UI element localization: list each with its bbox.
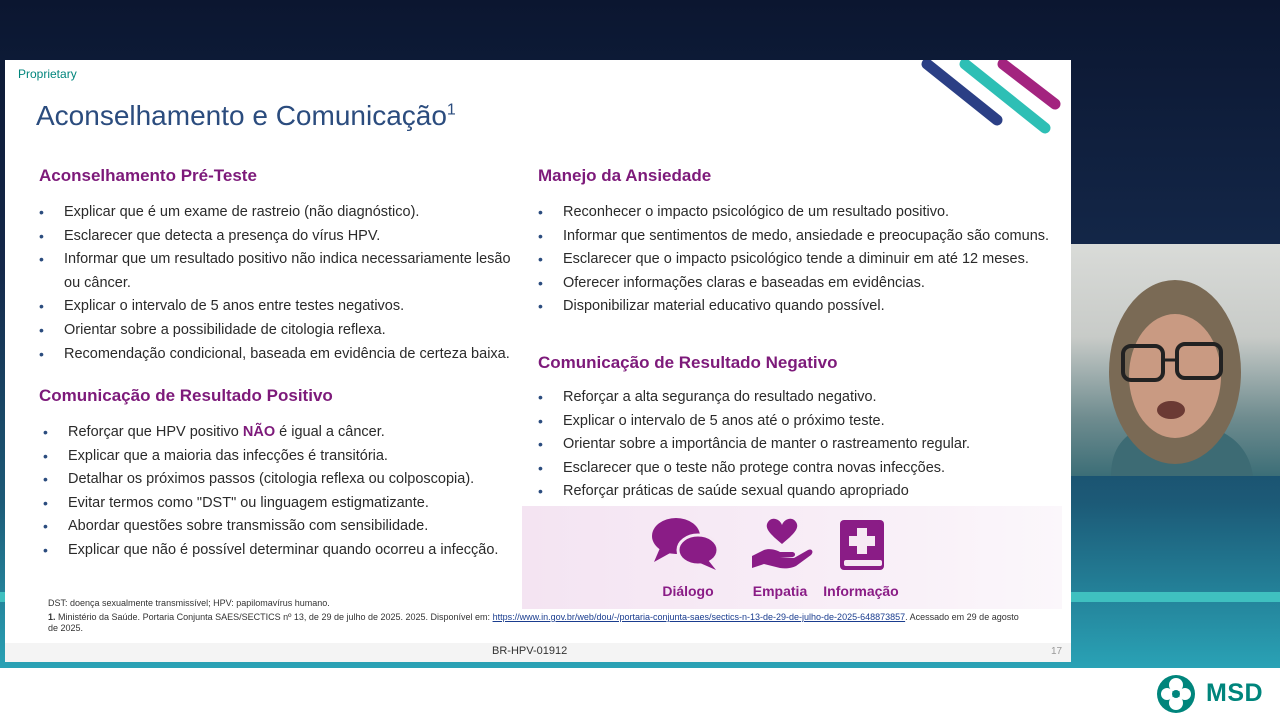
list-item: • Esclarecer que o teste não protege contra novas infecções.	[538, 457, 1063, 481]
list-item: • Recomendação condicional, baseada em evidência de certeza baixa.	[39, 343, 519, 367]
slide-title	[36, 100, 456, 132]
list-item: • Evitar termos como "DST" ou linguagem estigmatizante.	[43, 492, 523, 516]
msd-logo-text: MSD	[1206, 679, 1264, 707]
slide-code: BR-HPV-01912	[492, 645, 568, 657]
list-item: • Explicar que é um exame de rastreio (não diagnóstico).	[39, 201, 519, 225]
list-item: • Explicar o intervalo de 5 anos até o próximo teste.	[538, 410, 1063, 434]
list-item: • Orientar sobre a possibilidade de citologia reflexa.	[39, 319, 519, 343]
footnote-reference: 1. Ministério da Saúde. Portaria Conjunta SAES/SECTICS nº 13, de 29 de julho de 2025. 2025. Disponível em: https://www.in.gov.br/web/dou/-/portaria-conjunta-saes/sectics-n-13-de-29-de-julho-de-2025-648873857. Acessado em 29 de agosto de 2025.	[48, 612, 1019, 633]
footnote-abbreviations: DST: doença sexualmente transmissível; HPV: papilomavírus humano.	[48, 598, 330, 608]
list-item: • Disponibilizar material educativo quando possível.	[538, 295, 1063, 319]
list-item: • Orientar sobre a importância de manter o rastreamento regular.	[538, 433, 1063, 457]
slide-title-text: Aconselhamento e Comunicação	[36, 100, 447, 131]
list-ansiedade	[538, 201, 1063, 319]
list-item: • Reforçar práticas de saúde sexual quando apropriado	[538, 480, 1063, 504]
list-item: • Esclarecer que o impacto psicológico tende a diminuir em até 12 meses.	[538, 248, 1063, 272]
heading-negativo: Comunicação de Resultado Negativo	[538, 353, 838, 372]
bottom-bar	[0, 668, 1280, 720]
list-item: • Reforçar que HPV positivo NÃO é igual a câncer.	[43, 421, 523, 445]
list-item: • Reconhecer o impacto psicológico de um resultado positivo.	[538, 201, 1063, 225]
heading-ansiedade: Manejo da Ansiedade	[538, 166, 712, 185]
webcam-video	[1071, 244, 1280, 476]
list-item: • Esclarecer que detecta a presença do vírus HPV.	[39, 225, 519, 249]
list-item: • Explicar que a maioria das infecções é transitória.	[43, 445, 523, 469]
page-number: 17	[1051, 646, 1063, 657]
proprietary-label: Proprietary	[18, 67, 77, 81]
teal-accent-strip	[1070, 592, 1280, 602]
heading-positivo: Comunicação de Resultado Positivo	[39, 386, 333, 405]
list-item: • Informar que sentimentos de medo, ansiedade e preocupação são comuns.	[538, 225, 1063, 249]
chat-bubbles-icon	[650, 516, 720, 572]
list-item: • Explicar o intervalo de 5 anos entre testes negativos.	[39, 295, 519, 319]
decorative-stripes	[905, 60, 1071, 150]
icon-panel	[522, 506, 1062, 609]
label-empatia: Empatia	[752, 583, 808, 599]
highlight-nao: NÃO	[242, 424, 276, 440]
list-item: • Explicar que não é possível determinar quando ocorreu a infecção.	[43, 539, 523, 563]
heart-hand-icon	[750, 516, 814, 572]
list-item: • Oferecer informações claras e baseadas em evidências.	[538, 272, 1063, 296]
list-item: • Informar que um resultado positivo não indica necessariamente lesão ou câncer.	[39, 248, 519, 295]
list-pre-teste	[39, 201, 519, 366]
list-negativo	[538, 386, 1063, 504]
reference-link[interactable]: https://www.in.gov.br/web/dou/-/portaria-conjunta-saes/sectics-n-13-de-29-de-julho-de-2025-648873857	[492, 612, 906, 622]
speaker-silhouette	[1071, 244, 1280, 476]
label-dialogo: Diálogo	[662, 583, 714, 599]
slide-footer	[5, 643, 1071, 662]
medical-book-icon	[838, 518, 888, 572]
list-positivo	[43, 421, 523, 563]
list-item: • Detalhar os próximos passos (citologia reflexa ou colposcopia).	[43, 468, 523, 492]
list-item: • Reforçar a alta segurança do resultado negativo.	[538, 386, 1063, 410]
presentation-slide	[5, 60, 1071, 662]
title-reference: 1	[446, 101, 456, 119]
list-item: • Abordar questões sobre transmissão com sensibilidade.	[43, 515, 523, 539]
heading-pre-teste: Aconselhamento Pré-Teste	[39, 166, 257, 185]
label-informacao: Informação	[823, 583, 899, 599]
